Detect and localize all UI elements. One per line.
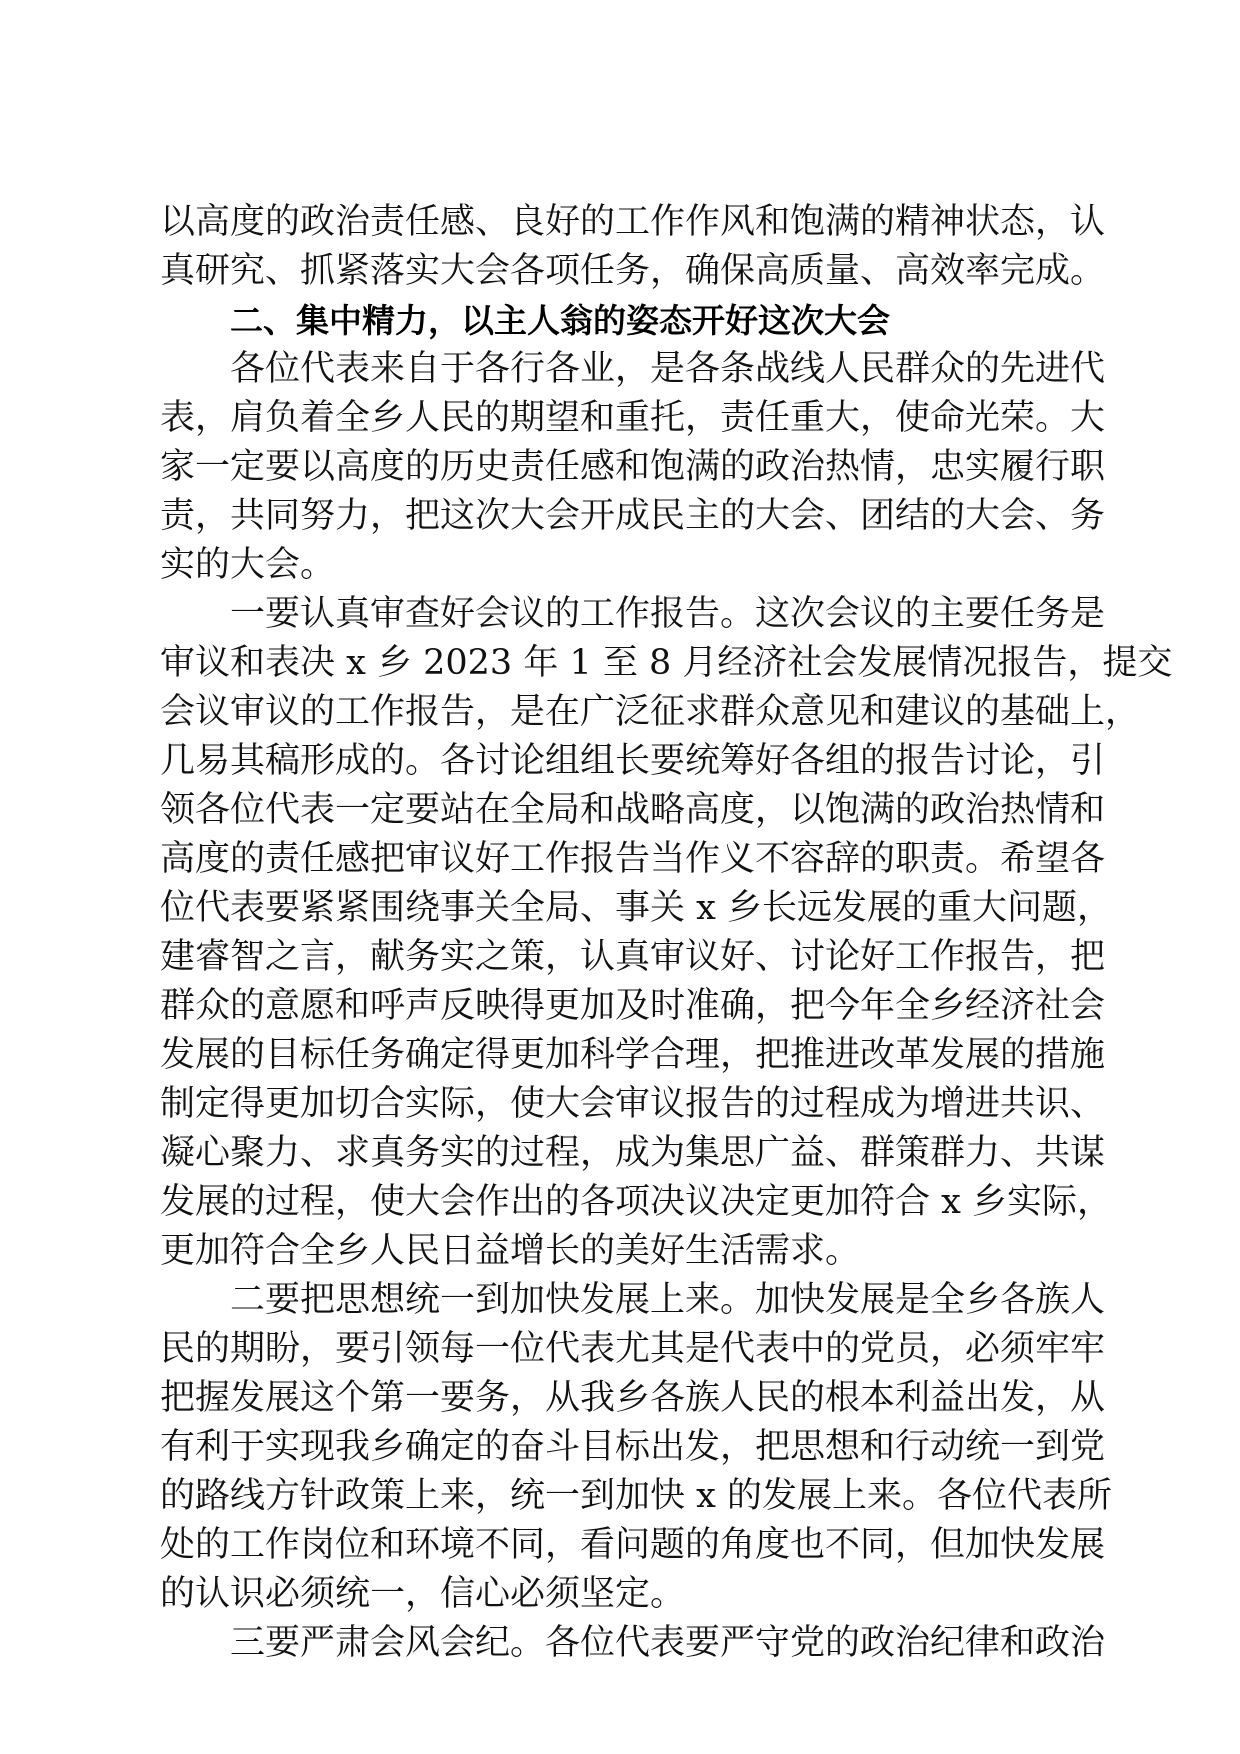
paragraph-line: 把握发展这个第一要务，从我乡各族人民的根本利益出发，从	[160, 1378, 1106, 1418]
paragraph-line: 凝心聚力、求真务实的过程，成为集思广益、群策群力、共谋	[160, 1133, 1106, 1173]
paragraph-line: 发展的过程，使大会作出的各项决议决定更加符合 x 乡实际，	[160, 1182, 1112, 1222]
paragraph-line: 位代表要紧紧围绕事关全局、事关 x 乡长远发展的重大问题，	[160, 888, 1112, 928]
paragraph-line: 几易其稿形成的。各讨论组组长要统筹好各组的报告讨论，引	[160, 741, 1106, 781]
paragraph-line: 民的期盼，要引领每一位代表尤其是代表中的党员，必须牢牢	[160, 1329, 1106, 1369]
paragraph-line: 的路线方针政策上来，统一到加快 x 的发展上来。各位代表所	[160, 1476, 1112, 1516]
paragraph-line: 高度的责任感把审议好工作报告当作义不容辞的职责。希望各	[160, 839, 1106, 879]
paragraph-line: 群众的意愿和呼声反映得更加及时准确，把今年全乡经济社会	[160, 986, 1106, 1026]
paragraph-line: 审议和表决 x 乡 2023 年 1 至 8 月经济社会发展情况报告，提交	[160, 643, 1173, 683]
paragraph-line: 以高度的政治责任感、良好的工作作风和饱满的精神状态，认	[160, 202, 1106, 242]
document-body	[160, 198, 1173, 1668]
paragraph-line: 领各位代表一定要站在全局和战略高度，以饱满的政治热情和	[160, 790, 1106, 830]
paragraph-line: 家一定要以高度的历史责任感和饱满的政治热情，忠实履行职	[160, 447, 1106, 487]
paragraph-line: 实的大会。	[160, 545, 336, 585]
paragraph-line: 二要把思想统一到加快发展上来。加快发展是全乡各族人	[230, 1280, 1106, 1320]
paragraph-line: 处的工作岗位和环境不同，看问题的角度也不同，但加快发展	[160, 1525, 1106, 1565]
paragraph-line: 各位代表来自于各行各业，是各条战线人民群众的先进代	[230, 349, 1106, 389]
paragraph-line: 一要认真审查好会议的工作报告。这次会议的主要任务是	[230, 594, 1106, 634]
paragraph-line: 真研究、抓紧落实大会各项任务，确保高质量、高效率完成。	[160, 251, 1106, 291]
paragraph-line: 制定得更加切合实际，使大会审议报告的过程成为增进共识、	[160, 1084, 1106, 1124]
section-heading: 二、集中精力，以主人翁的姿态开好这次大会	[230, 301, 890, 340]
paragraph-line: 有利于实现我乡确定的奋斗目标出发，把思想和行动统一到党	[160, 1427, 1106, 1467]
paragraph-line: 表，肩负着全乡人民的期望和重托，责任重大，使命光荣。大	[160, 398, 1106, 438]
paragraph-line: 更加符合全乡人民日益增长的美好生活需求。	[160, 1231, 861, 1271]
paragraph-line: 会议审议的工作报告，是在广泛征求群众意见和建议的基础上，	[160, 692, 1141, 732]
paragraph-line: 三要严肃会风会纪。各位代表要严守党的政治纪律和政治	[230, 1623, 1106, 1663]
paragraph-line: 建睿智之言，献务实之策，认真审议好、讨论好工作报告，把	[160, 937, 1106, 977]
paragraph-line: 责，共同努力，把这次大会开成民主的大会、团结的大会、务	[160, 496, 1106, 536]
paragraph-line: 发展的目标任务确定得更加科学合理，把推进改革发展的措施	[160, 1035, 1106, 1075]
paragraph-line: 的认识必须统一，信心必须坚定。	[160, 1574, 686, 1614]
